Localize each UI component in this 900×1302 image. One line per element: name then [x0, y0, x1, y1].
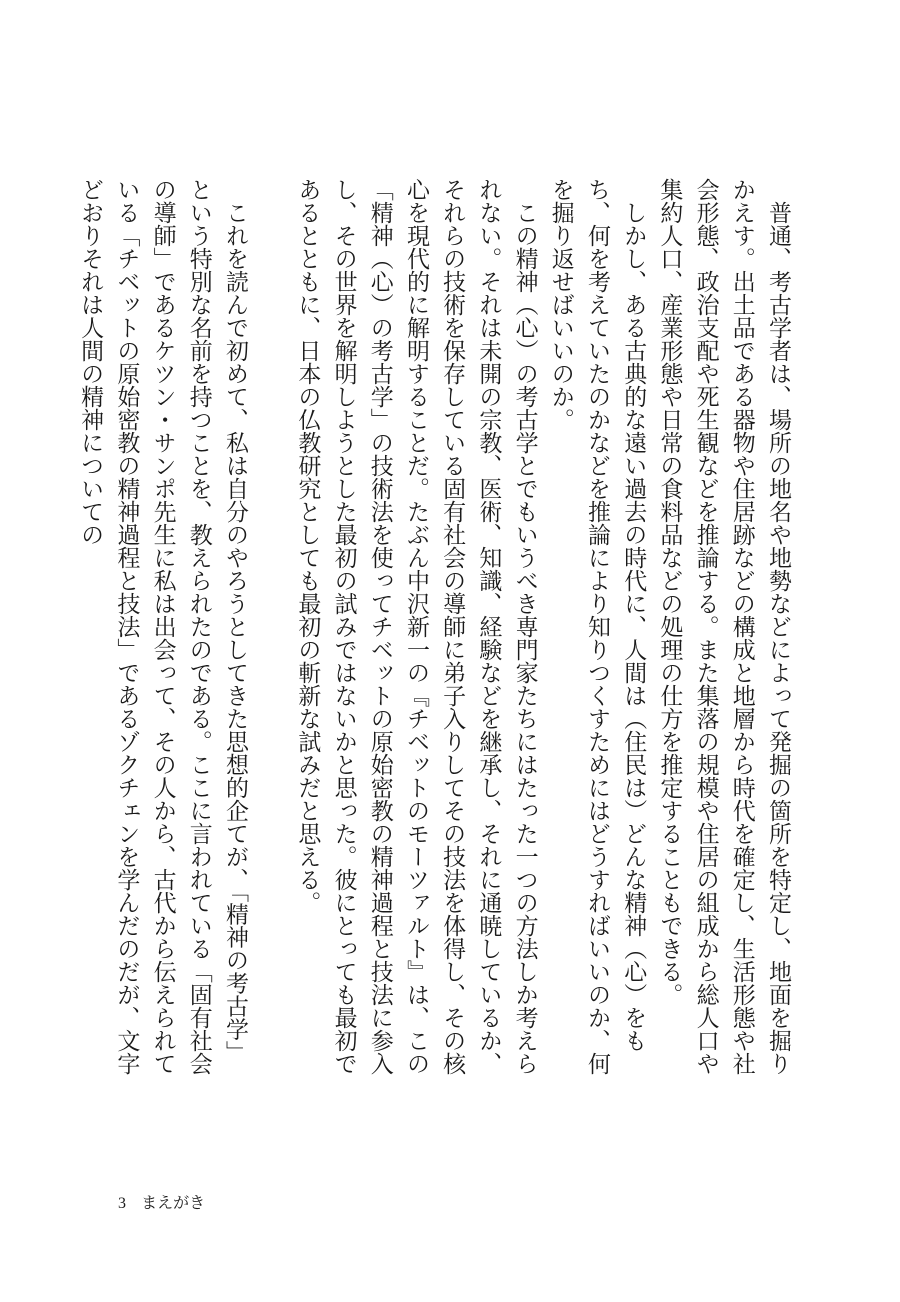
page-footer: [118, 1190, 205, 1213]
paragraph-2: しかし、ある古典的な遠い過去の時代に、人間は（住民は）どんな精神（心）をもち、何を考えていたのかなどを推論により知りつくすためにはどうすればいいのか、何を掘り返せばいいのか。: [547, 178, 647, 1075]
page-number: 3: [118, 1195, 126, 1212]
paragraph-3: この精神（心）の考古学とでもいうべき専門家たちにはたった一つの方法しか考えられない。それは未開の宗教、医術、知識、経験などを継承し、それに通暁しているか、それらの技術を保存している固有社会の導師に弟子入りしてその技法を体得し、その核心を現代的に解明することだ。たぶん中沢新一の『チベットのモーツァルト』は、この「精神（心）の考古学」の技術法を使ってチベットの原始密教の精神過程と技法に参入し、その世界を解明しようとした最初の試みではないかと思った。彼にとっても最初であるとともに、日本の仏教研究としても最初の斬新な試みだと思える。: [294, 178, 538, 1075]
paragraph-1: 普通、考古学者は、場所の地名や地勢などによって発掘の箇所を特定し、地面を掘りかえす。出土品である器物や住居跡などの構成と地層から時代を確定し、生活形態や社会形態、政治支配や死生観などを推論する。また集落の規模や住居の組成から総人口や集約人口、産業形態や日常の食料品などの処理の仕方を推定することもできる。: [656, 178, 791, 1075]
vertical-body-text: [77, 178, 796, 1078]
running-title: まえがき: [141, 1193, 206, 1212]
paragraph-4: これを読んで初めて、私は自分のやろうとしてきた思想的企てが、「精神の考古学」という特別な名前を持つことを、教えられたのである。ここに言われている「固有社会の導師」であるケツン・サンポ先生に私は出会って、その人から、古代から伝えられている「チベットの原始密教の精神過程と技法」であるゾクチェンを学んだのだが、文字どおりそれは人間の精神についての: [77, 178, 248, 1075]
